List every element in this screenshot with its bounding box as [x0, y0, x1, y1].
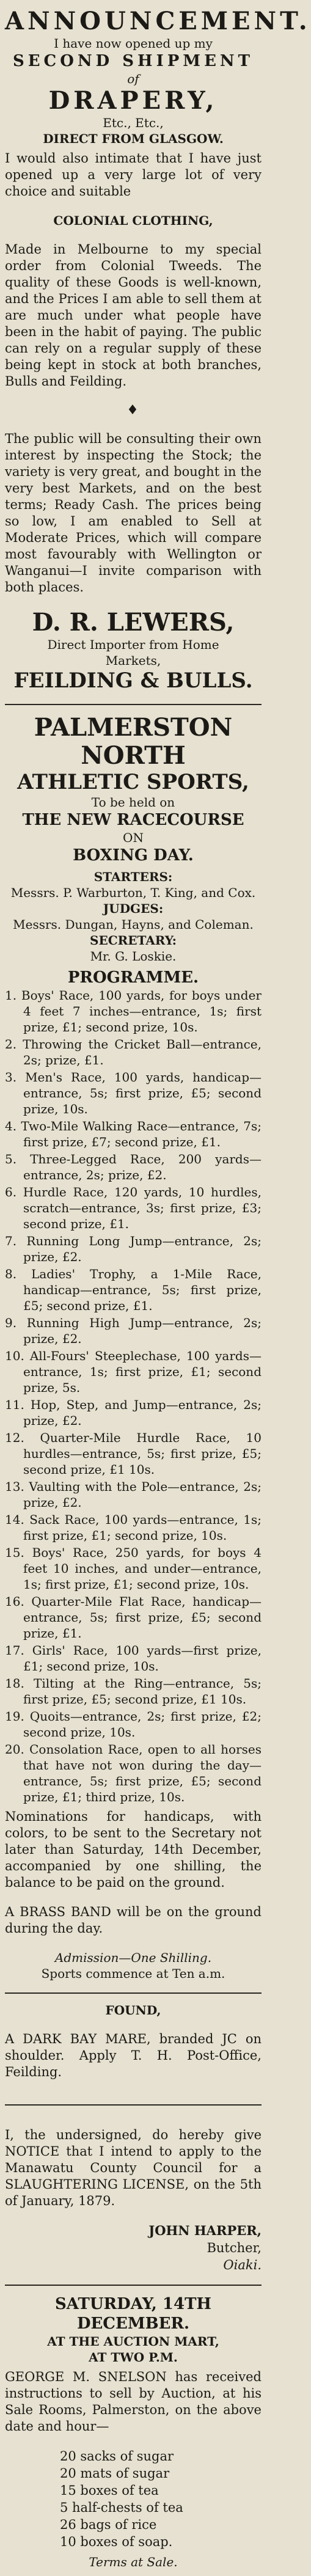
- notice-text: I, the undersigned, do hereby give NOTICE that I intend to apply to the Manawatu County Council for a SLAUGHTERING LICENSE, on the 5th of January, 1879.: [5, 2128, 262, 2208]
- programme-item: 9. Running High Jump—entrance, 2s; prize, £2.: [5, 1315, 262, 1346]
- merchant-subtitle1: Direct Importer from Home: [47, 637, 219, 652]
- license-notice-ad: [5, 2110, 262, 2280]
- announcement-line3: of: [127, 71, 139, 86]
- announcement-para1: I would also intimate that I have just opened up a very large lot of very choice and suitable: [5, 151, 262, 199]
- column-rule: [5, 2104, 262, 2106]
- auction-item: 15 boxes of tea: [60, 2483, 159, 2498]
- drapery-heading: DRAPERY,: [48, 86, 218, 115]
- judges-heading: JUDGES:: [103, 901, 164, 916]
- programme-item: 11. Hop, Step, and Jump—entrance, 2s; prize, £2.: [5, 1397, 262, 1428]
- auction-text: GEORGE M. SNELSON has received instructions to sell by Auction, at his Sale Rooms, Palmerston, on the above date and hour—: [5, 2369, 262, 2434]
- nominations-text: Nominations for handicaps, with colors, to be sent to the Secretary not later than Saturday, 14th December, accompanied by one shilling, the balance to be paid on the ground.: [5, 1809, 262, 1890]
- programme-item: 20. Consolation Race, open to all horses that have not won during the day—entrance, 5s; first prize, £5; second prize, £1; third prize, 10s.: [5, 1742, 262, 1804]
- programme-item: 8. Ladies' Trophy, a 1-Mile Race, handicap—entrance, 5s; first prize, £5; second prize, £1.: [5, 1267, 262, 1313]
- programme-heading: PROGRAMME.: [67, 968, 199, 987]
- merchant-places: FEILDING & BULLS.: [13, 668, 253, 693]
- programme-item: 19. Quoits—entrance, 2s; first prize, £2; second prize, 10s.: [5, 1709, 262, 1740]
- announcement-para3: The public will be consulting their own interest by inspecting the Stock; the variety is very great, and bought in the very best Markets, and on the best terms; Ready Cash. The prices being so low, I am enabled to Sell at Moderate Prices, which will compare most favourably with Wellington or Wanganui—I invite comparison with both places.: [5, 431, 262, 595]
- programme-item: 7. Running Long Jump—entrance, 2s; prize, £2.: [5, 1234, 262, 1264]
- auction-mart: AT THE AUCTION MART,: [47, 2334, 219, 2349]
- commence-text: Sports commence at Ten a.m.: [41, 1966, 225, 1981]
- auction-item: 20 mats of sugar: [60, 2466, 170, 2481]
- sports-on: ON: [123, 830, 144, 845]
- sports-title: ATHLETIC SPORTS,: [17, 770, 249, 794]
- starters-heading: STARTERS:: [93, 869, 173, 884]
- auction-item: 20 sacks of sugar: [60, 2449, 174, 2464]
- programme-list: [5, 987, 262, 1805]
- column-rule: [5, 2285, 262, 2286]
- found-text: A DARK BAY MARE, branded JC on shoulder. Apply T. H. Post-Office, Feilding.: [5, 2032, 262, 2079]
- found-heading: FOUND,: [105, 2003, 161, 2018]
- programme-item: 4. Two-Mile Walking Race—entrance, 7s; first prize, £7; second prize, £1.: [5, 1119, 262, 1149]
- announcement-para2: Made in Melbourne to my special order from Colonial Tweeds. The quality of these Goods is well-known, and the Prices I am able to sell them at are much under what people have been in the habit of paying. The public can rely on a regular supply of these being kept in stock at both branches, Bulls and Feilding.: [5, 242, 262, 389]
- admission-text: Admission—One Shilling.: [54, 1950, 212, 1965]
- programme-item: 12. Quarter-Mile Hurdle Race, 10 hurdles—entrance, 5s; first prize, £5; second prize, £1 10s.: [5, 1430, 262, 1477]
- announcement-line1: I have now opened up my: [54, 36, 213, 51]
- programme-item: 5. Three-Legged Race, 200 yards—entrance, 2s; prize, £2.: [5, 1152, 262, 1182]
- programme-item: 16. Quarter-Mile Flat Race, handicap—entrance, 5s; first prize, £5; second prize, £1.: [5, 1594, 262, 1641]
- auction-items: [5, 2448, 262, 2550]
- sports-town: PALMERSTON NORTH: [34, 713, 233, 770]
- auction-item: 5 half-chests of tea: [60, 2500, 183, 2515]
- secretary-heading: SECRETARY:: [90, 933, 177, 948]
- auction-item: 26 bags of rice: [60, 2517, 157, 2532]
- programme-item: 2. Throwing the Cricket Ball—entrance, 2s; prize, £1.: [5, 1037, 262, 1067]
- auction-time: AT TWO P.M.: [89, 2350, 178, 2365]
- notice-name: JOHN HARPER,: [148, 2223, 262, 2238]
- divider-ornament: ♦: [126, 403, 140, 418]
- judges: Messrs. Dungan, Hayns, and Coleman.: [13, 917, 254, 932]
- programme-item: 1. Boys' Race, 100 yards, for boys under 4 feet 7 inches—entrance, 1s; first prize, £1; second prize, 10s.: [5, 988, 262, 1034]
- programme-item: 18. Tilting at the Ring—entrance, 5s; first prize, £5; second prize, £1 10s.: [5, 1676, 262, 1707]
- etc-line: Etc., Etc.,: [103, 115, 164, 130]
- announcement-line2: SECOND SHIPMENT: [12, 52, 254, 70]
- sports-day: BOXING DAY.: [73, 846, 194, 865]
- notice-place: Oiaki.: [223, 2258, 262, 2272]
- notice-role: Butcher,: [207, 2241, 262, 2255]
- programme-item: 14. Sack Race, 100 yards—entrance, 1s; first prize, £1; second prize, 10s.: [5, 1512, 262, 1543]
- found-ad: [5, 1999, 262, 2099]
- from-glasgow: DIRECT FROM GLASGOW.: [43, 131, 224, 146]
- programme-item: 6. Hurdle Race, 120 yards, 10 hurdles, scratch—entrance, 3s; first prize, £3; second prize, £1.: [5, 1185, 262, 1231]
- auction-ad: [5, 2291, 262, 2576]
- programme-item: 17. Girls' Race, 100 yards—first prize, £1; second prize, 10s.: [5, 1643, 262, 1674]
- sports-course: THE NEW RACECOURSE: [22, 811, 244, 829]
- sports-held: To be held on: [91, 795, 175, 810]
- programme-item: 10. All-Fours' Steeplechase, 100 yards—entrance, 1s; first prize, £1; second prize, 5s.: [5, 1348, 262, 1395]
- auction-item: 10 boxes of soap.: [60, 2534, 173, 2549]
- secretary: Mr. G. Loskie.: [90, 949, 177, 964]
- programme-item: 3. Men's Race, 100 yards, handicap—entrance, 5s; first prize, £5; second prize, 10s.: [5, 1070, 262, 1116]
- band-text: A BRASS BAND will be on the ground during the day.: [5, 1905, 262, 1936]
- starters: Messrs. P. Warburton, T. King, and Cox.: [10, 885, 256, 900]
- colonial-clothing: COLONIAL CLOTHING,: [53, 213, 213, 228]
- merchant-subtitle2: Markets,: [105, 653, 161, 668]
- auction-date: SATURDAY, 14TH DECEMBER.: [55, 2295, 211, 2333]
- column-rule: [5, 704, 262, 705]
- sports-ad: [5, 710, 262, 1988]
- programme-item: 13. Vaulting with the Pole—entrance, 2s; prize, £2.: [5, 1479, 262, 1510]
- programme-item: 15. Boys' Race, 250 yards, for boys 4 feet 10 inches, and under—entrance, 1s; first prize, £1; second prize, 10s.: [5, 1545, 262, 1592]
- column-rule: [5, 1992, 262, 1994]
- merchant-name: D. R. LEWERS,: [32, 608, 235, 637]
- auction-terms: Terms at Sale.: [89, 2555, 178, 2569]
- announcement-ad: [5, 4, 311, 699]
- announcement-title: ANNOUNCEMENT.: [5, 7, 311, 35]
